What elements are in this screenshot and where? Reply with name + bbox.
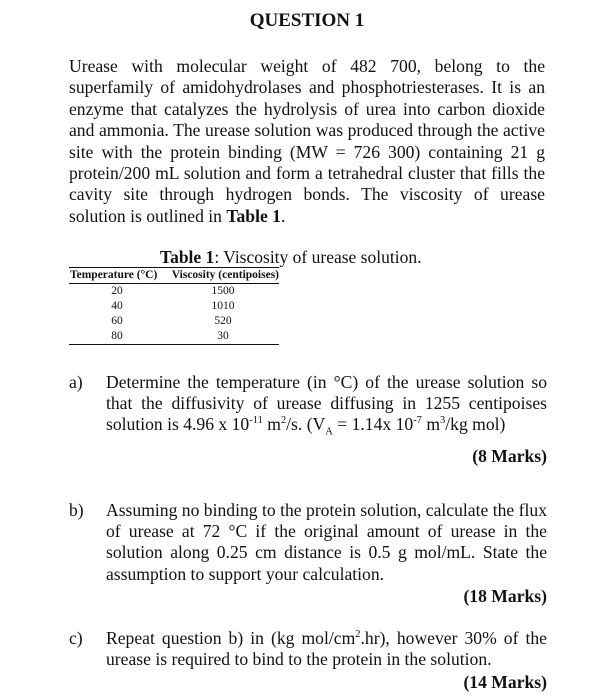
question-a-marks: (8 Marks) xyxy=(472,445,547,466)
viscosity-table xyxy=(69,267,279,345)
cell-viscosity: 30 xyxy=(217,330,229,342)
cell-temperature: 60 xyxy=(111,315,123,327)
intro-end: . xyxy=(280,205,286,226)
question-b xyxy=(69,500,547,607)
question-b-label: b) xyxy=(69,500,84,520)
intro-paragraph xyxy=(69,56,545,227)
question-c xyxy=(69,628,547,694)
table-caption-label: Table 1 xyxy=(160,247,215,267)
cell-viscosity: 1500 xyxy=(211,285,235,297)
question-a-label: a) xyxy=(69,372,83,392)
intro-text: Urease with molecular weight of 482 700, belong to the superfamily of amidohydrolases and phosphotriesterases. It is an enzyme that catalyzes the hydrolysis of urea into carbon dioxide and ammonia. The urease solution was produced through the active site with the protein binding (MW = 726 300) containing 21 g protein/200 mL solution and form a tetrahedral cluster that fills the cavity site through hydrogen bonds. The viscosity of urease solution is outlined in xyxy=(69,56,545,226)
table-row xyxy=(69,299,279,314)
question-c-marks: (14 Marks) xyxy=(463,672,547,693)
cell-viscosity: 520 xyxy=(214,315,232,327)
table-reference: Table 1 xyxy=(226,205,281,226)
table-header-row xyxy=(69,268,279,283)
cell-viscosity: 1010 xyxy=(211,300,235,312)
question-c-text: Repeat question b) in (kg mol/$cm^2.hr$), however 30% of the urease is required to bind to the protein in the solution. xyxy=(106,628,547,670)
table-row xyxy=(69,284,279,299)
table-row xyxy=(69,329,279,344)
table-caption xyxy=(160,247,460,268)
cell-temperature: 80 xyxy=(111,330,123,342)
table-bottom-rule xyxy=(69,344,279,345)
cell-temperature: 40 xyxy=(111,300,123,312)
header-temperature: Temperature (°C) xyxy=(70,269,158,281)
question-b-marks: (18 Marks) xyxy=(463,585,547,606)
table-row xyxy=(69,314,279,329)
header-viscosity: Viscosity (centipoises) xyxy=(171,269,279,281)
question-b-text: Assuming no binding to the protein solution, calculate the flux of urease at 72 °C if the original amount of urease in the solution along 0.25 cm distance is 0.5 g mol/mL. State the assumption to support your calculation. xyxy=(106,500,547,584)
question-c-label: c) xyxy=(69,628,83,648)
cell-temperature: 20 xyxy=(111,285,123,297)
table-caption-text: : Viscosity of urease solution. xyxy=(214,247,422,267)
question-a xyxy=(69,372,547,467)
question-a-text: Determine the temperature (in °C) of the urease solution so that the diffusivity of urease diffusing in 1255 centipoises solution is 4.96 x $10^{-11}$ $m^2/s$. ($V_A = 1.14x$ $10^{-7}$ $m^3/kg$ mol) xyxy=(106,372,547,438)
page-title: QUESTION 1 xyxy=(249,10,365,31)
